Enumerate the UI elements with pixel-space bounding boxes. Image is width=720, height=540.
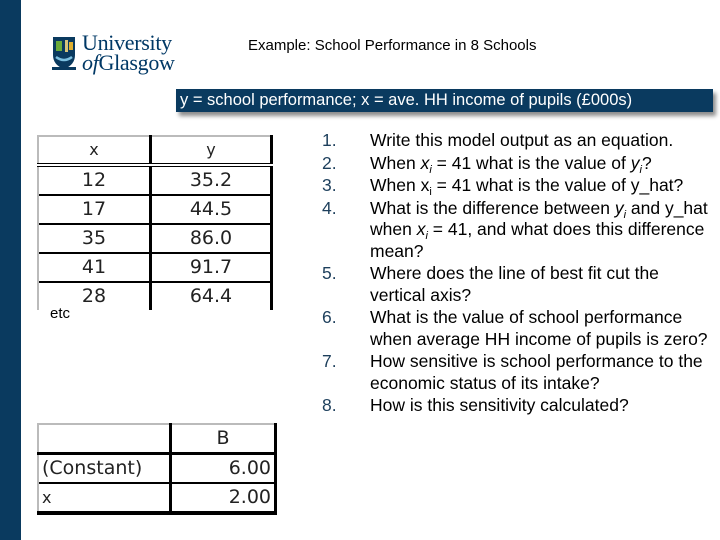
crest-icon [52, 35, 76, 71]
question-1: 1. Write this model output as an equation. [322, 130, 674, 150]
question-2: 2. When $x_i = 41$ what is the value of $y_i$? [322, 152, 652, 176]
table-row: 17 44.5 [38, 195, 272, 224]
question-7: 7. How sensitive is school performance to the economic status of its intake? [322, 351, 703, 393]
question-6: 6. What is the value of school performance when average HH income of pupils is zero? [322, 307, 708, 349]
question-list [322, 130, 717, 418]
question-5: 5. Where does the line of best fit cut the vertical axis? [322, 263, 659, 305]
university-logo [52, 30, 182, 75]
variable-definition-banner: y = school performance; x = ave. HH income of pupils (£000s) [176, 89, 713, 112]
table-row: 41 91.7 [38, 253, 272, 282]
table-row: 28 64.4 [38, 282, 272, 310]
table-row: x 2.00 [38, 483, 276, 513]
side-accent-bar [0, 0, 21, 540]
question-3: 3. When $x_i = 41$ what is the value of y_hat? [322, 175, 684, 198]
logo-wordmark: University ofGlasgow [82, 30, 175, 75]
question-8: 8. How is this sensitivity calculated? [322, 395, 629, 415]
data-table [37, 135, 273, 310]
coefficients-table [37, 423, 277, 515]
table-row: 35 86.0 [38, 224, 272, 253]
question-4: 4. What is the difference between $y_i$ and y_hat when $x_i = 41$, and what does this difference mean? [322, 197, 708, 261]
header-y: y [151, 136, 272, 165]
table-header-row: B [38, 424, 276, 454]
slide-title: Example: School Performance in 8 Schools [248, 37, 537, 54]
table-row: 12 35.2 [38, 165, 272, 195]
table-row: (Constant) 6.00 [38, 454, 276, 484]
header-x: x [38, 136, 151, 165]
etc-note: etc [50, 305, 71, 322]
